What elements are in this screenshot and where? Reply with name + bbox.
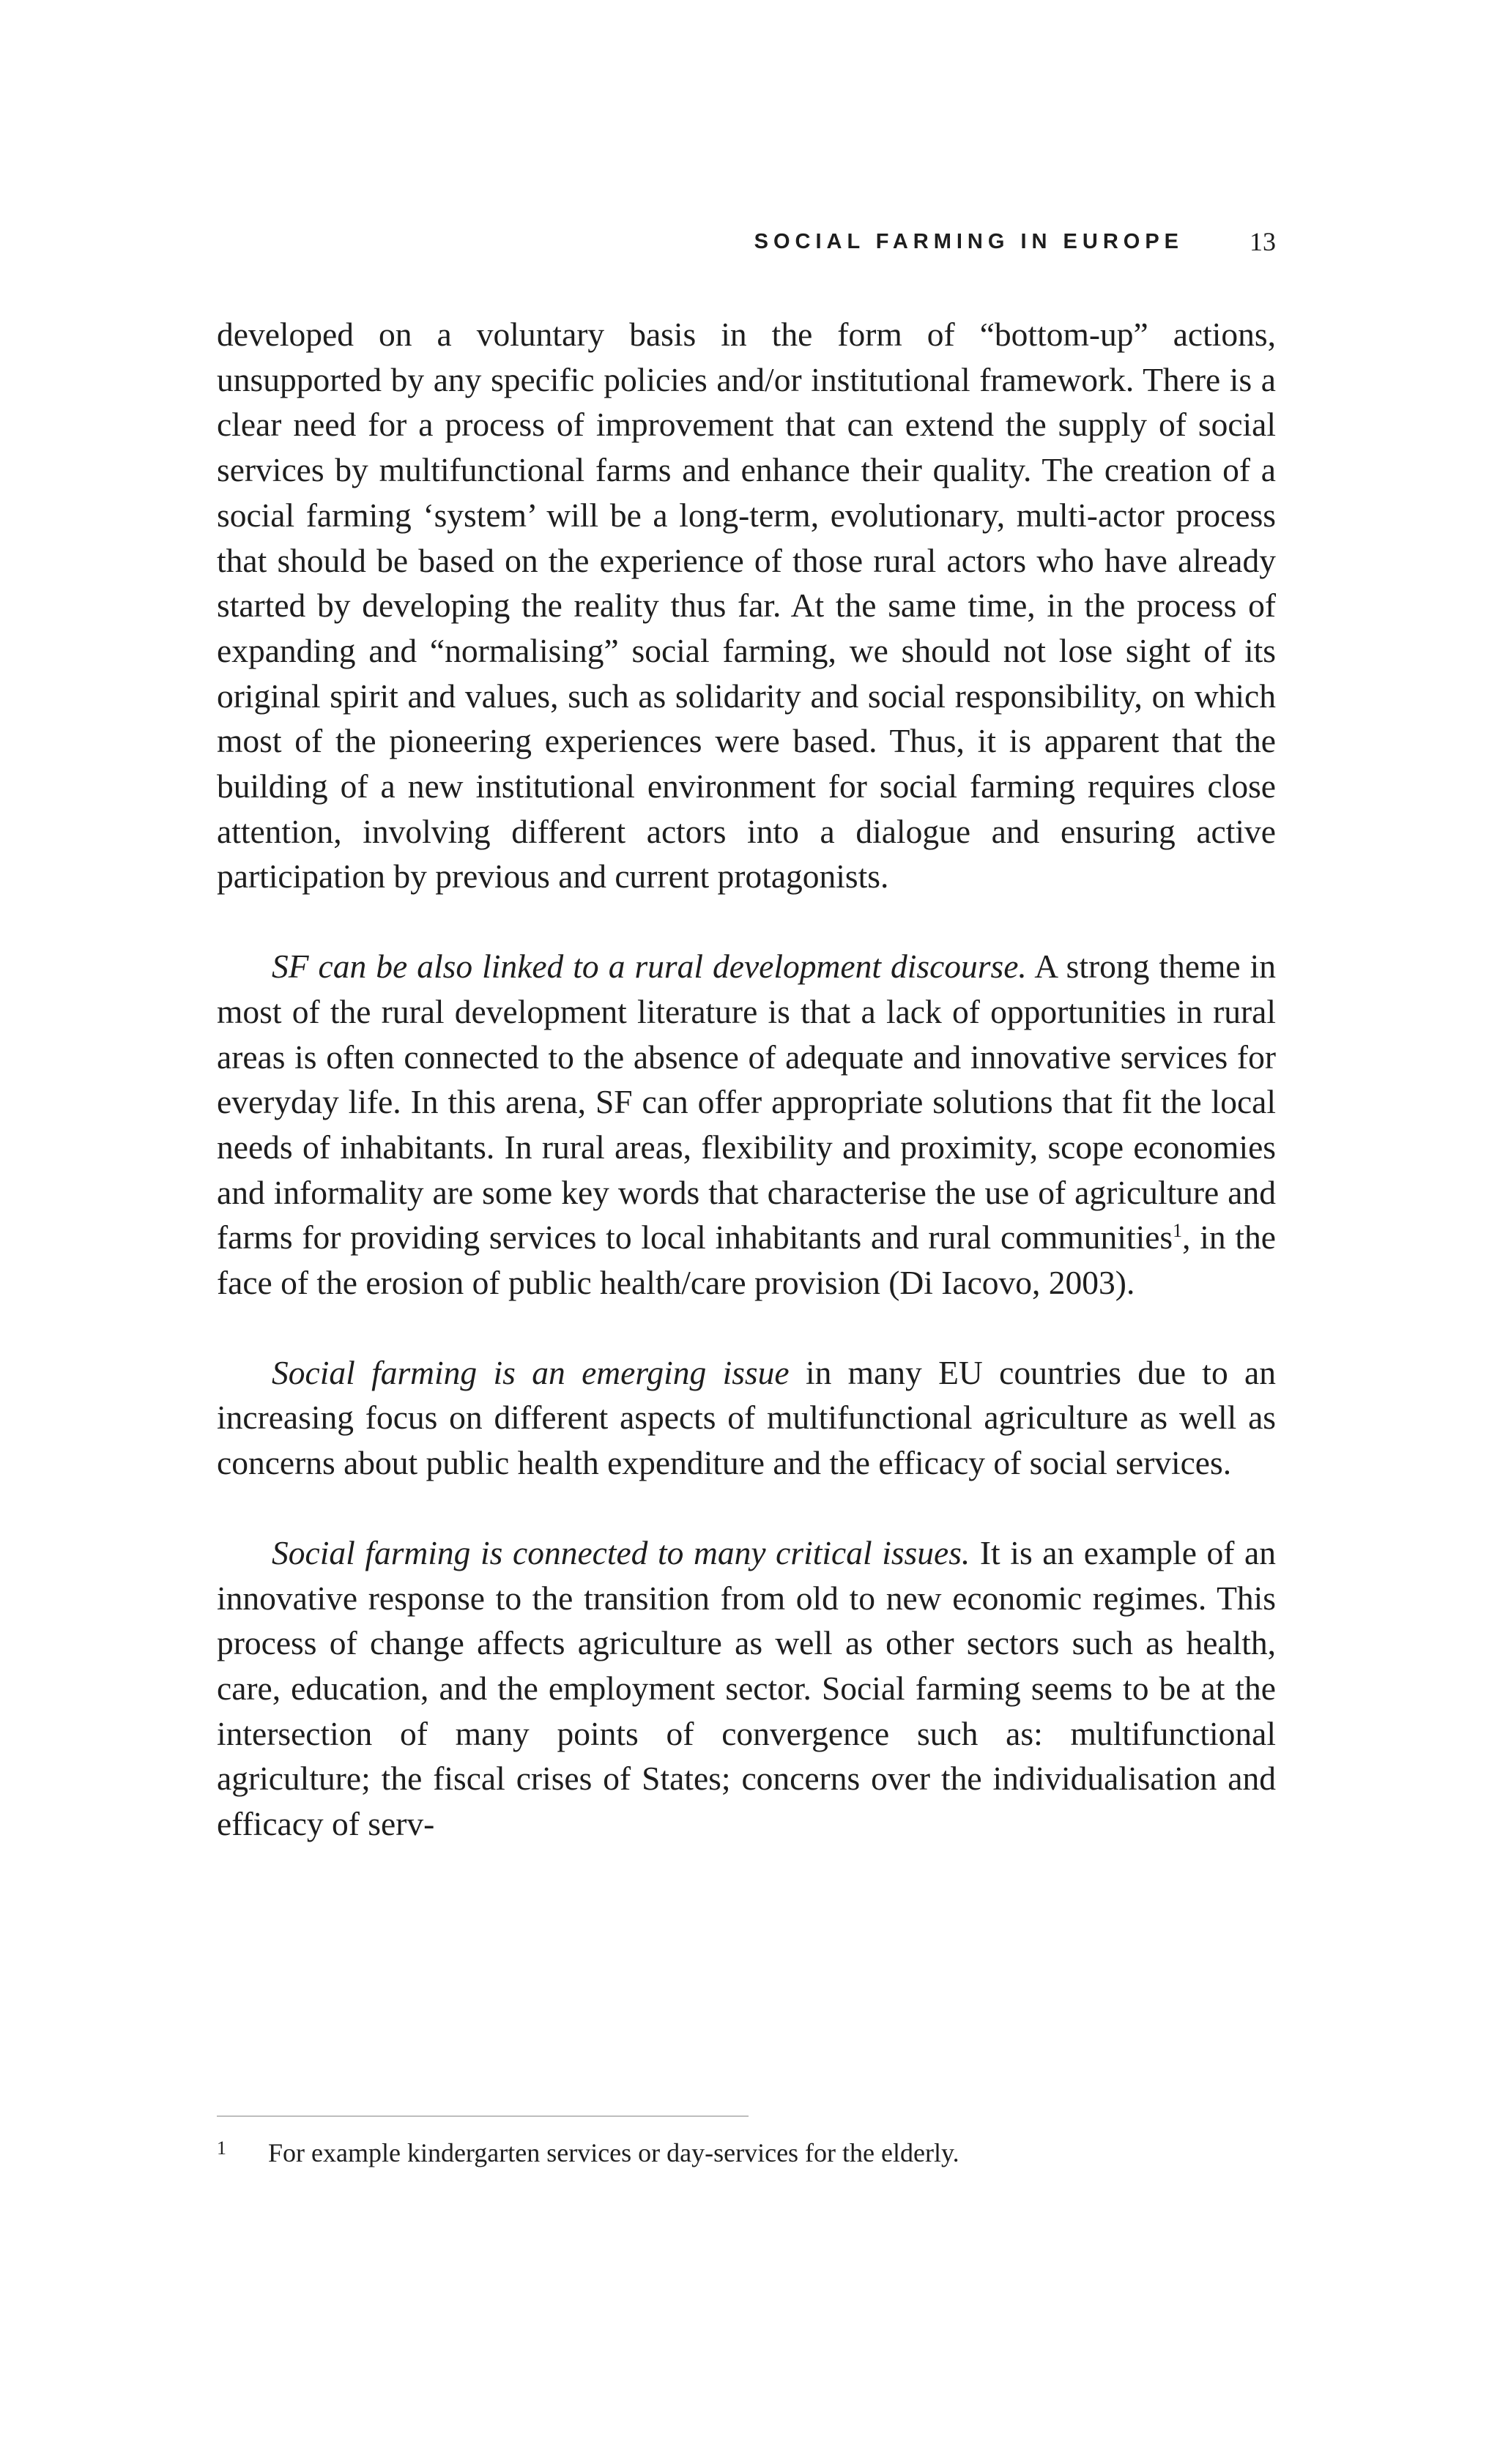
paragraph-continuation bbox=[217, 312, 1276, 899]
page-number: 13 bbox=[1250, 227, 1276, 256]
paragraph-text: A strong theme in most of the rural development literature is that a lack of opportunities in rural areas is often connected to the absence of adequate and innovative services for everyday life. In this arena, SF can offer appropriate solutions that fit the local needs of inhabitants. In rural areas, flexibility and proximity, scope economies and informality are some key words that characterise the use of agriculture and farms for providing services to local inhabitants and rural communities bbox=[217, 948, 1276, 1257]
footnote-reference[interactable]: 1 bbox=[1173, 1220, 1183, 1242]
paragraph-critical-issues bbox=[217, 1530, 1276, 1847]
body-text bbox=[217, 312, 1276, 1847]
paragraph-text: in many EU countries due to an increasing focus on different aspects of multifunctional agriculture as well as concerns about public health expenditure and the efficacy of social services. bbox=[217, 1353, 1276, 1482]
paragraph-emerging-issue bbox=[217, 1350, 1276, 1486]
paragraph-lead: Social farming is an emerging issue bbox=[272, 1353, 790, 1391]
paragraph-text: , in the face of the erosion of public health/​care provision (Di Iacovo, 2003). bbox=[217, 1218, 1276, 1302]
paragraph-text: It is an example of an innovative response to the transition from old to new economic regimes. This process of change affects agriculture as well as other sectors such as health, care, education, and the employment sector. Social farming seems to be at the intersection of many points of convergence such as: multifunctional agriculture; the fiscal crises of States; concerns over the individualisation and efficacy of serv- bbox=[217, 1533, 1276, 1843]
paragraph-text: developed on a voluntary basis in the form of “bottom-up” actions, unsupported by any specific policies and/or institutional framework. There is a clear need for a process of improvement that can extend the supply of social services by multifunctional farms and enhance their quality. The creation of a social farming ‘system’ will be a long-term, evolutionary, multi-actor process that should be based on the experience of those rural actors who have already started by developing the reality thus far. At the same time, in the process of expanding and “normalising” social farming, we should not lose sight of its original spirit and values, such as solidarity and social responsibility, on which most of the pioneering experiences were based. Thus, it is apparent that the building of a new institutional environment for social farming requires close attention, involving different actors into a dialogue and ensuring active participation by previous and current protagonists. bbox=[217, 316, 1276, 896]
paragraph-lead: Social farming is connected to many critical issues. bbox=[272, 1533, 970, 1571]
running-head bbox=[217, 224, 1276, 259]
paragraph-lead: SF can be also linked to a rural development discourse. bbox=[272, 948, 1027, 986]
footnote-divider bbox=[217, 2115, 749, 2117]
paragraph-rural-development bbox=[217, 944, 1276, 1306]
running-title: SOCIAL FARMING IN EUROPE bbox=[754, 229, 1184, 253]
footnote-text: For example kindergarten services or day-services for the elderly. bbox=[268, 2138, 959, 2167]
footnote-number: 1 bbox=[217, 2137, 226, 2159]
footnote bbox=[217, 2135, 1276, 2170]
